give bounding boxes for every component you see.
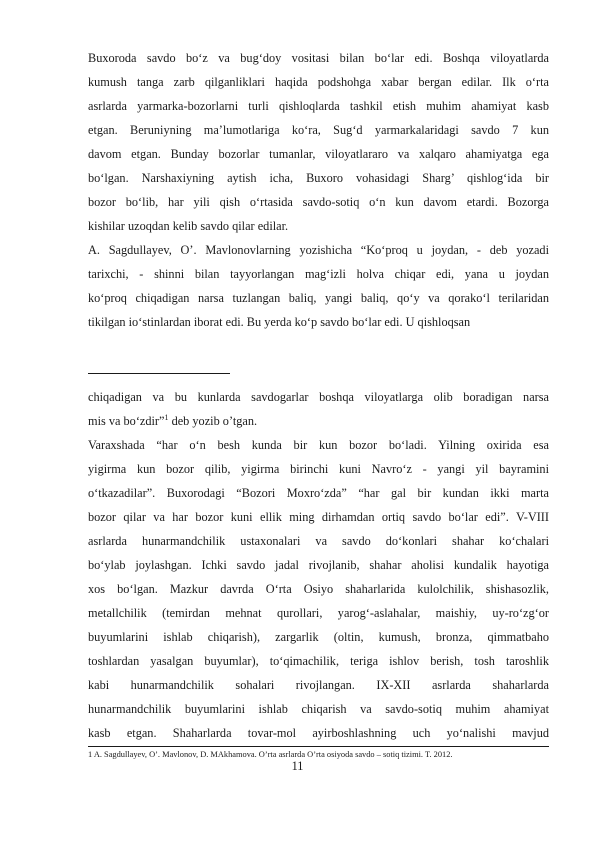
body-line: asrlarda hunarmandchilik ustaxonalari va savdo do‘konlari shahar ko‘chalari <box>88 534 549 548</box>
body-line: xos bo‘lgan. Mazkur davrda O‘rta Osiyo shaharlarida kulolchilik, shishasozlik, <box>88 582 549 596</box>
body-line: Buxoroda savdo bo‘z va bug‘doy vositasi bilan bo‘lar edi. Boshqa viloyatlarda <box>88 51 549 65</box>
footnote-reference: 1 <box>164 412 169 422</box>
body-line: A. Sagdullayev, O’. Mavlonovlarning yozishicha “Ko‘proq u joydan, - deb yozadi <box>88 243 549 257</box>
footnote-separator <box>88 373 230 374</box>
body-line: tikilgan io‘stinlardan iborat edi. Bu yerda ko‘p savdo bo‘lar edi. U qishloqsan <box>88 315 471 329</box>
body-line: buyumlarini ishlab chiqarish), zargarlik (oltin, kumush, bronza, qimmatbaho <box>88 630 549 644</box>
body-line: asrlarda yarmarka-bozorlarni turli qishloqlarda tashkil etish muhim ahamiyat kasb <box>88 99 549 113</box>
body-line: hunarmandchilik buyumlarini ishlab chiqarish va savdo-sotiq muhim ahamiyat <box>88 702 549 716</box>
body-line: kasb etgan. Shaharlarda tovar-mol ayirboshlashning uch yo‘nalishi mavjud <box>88 726 549 740</box>
body-line: kishilar uzoqdan kelib savdo qilar edilar. <box>88 219 289 233</box>
body-line: ko‘proq chiqadigan narsa tuzlangan baliq, yangi baliq, qo‘y va qorako‘l terilaridan <box>88 291 549 305</box>
body-line: etgan. Beruniyning ma’lumotlariga ko‘ra, Sug‘d yarmarkalaridagi savdo 7 kun <box>88 123 549 137</box>
body-line: Varaxshada “har o‘n besh kunda bir kun bozor bo‘ladi. Yilning oxirida esa <box>88 438 549 452</box>
body-line: yigirma kun bozor qilib, yigirma birinchi kuni Navro‘z - yangi yil bayramini <box>88 462 549 476</box>
body-line <box>88 414 549 428</box>
body-line: metallchilik (temirdan mehnat qurollari, yarog‘-aslahalar, maishiy, uy-ro‘zg‘or <box>88 606 549 620</box>
body-line: kumush tanga zarb qilganliklari haqida podshohga xabar bergan edilar. Ilk o‘rta <box>88 75 549 89</box>
page-number: 11 <box>291 759 304 773</box>
body-line: tarixchi, - shinni bilan tayyorlangan mag‘izli holva chiqar edi, yana u joydan <box>88 267 549 281</box>
quote-tail-text: deb yozib o’tgan. <box>168 414 258 428</box>
footnote-rule <box>88 746 549 747</box>
body-line: bozor qilar va har bozor kuni ellik ming dirhamdan ortiq savdo bo‘lar edi”. V-VIII <box>88 510 549 524</box>
body-line: o‘tkazadilar”. Buxorodagi “Bozori Moxro‘zda” “har gal bir kundan ikki marta <box>88 486 549 500</box>
footnote-text: 1 A. Sagdullayev, O’. Mavlonov, D. MAkhamova. O’rta asrlarda O’rta osiyoda savdo – sotiq tizimi. T. 2012. <box>88 750 453 759</box>
body-line: toshlardan yasalgan buyumlar), to‘qimachilik, teriga ishlov berish, tosh taroshlik <box>88 654 549 668</box>
body-line: bozor bo‘lib, har yili qish o‘rtasida savdo-sotiq o‘n kun davom etardi. Bozorga <box>88 195 549 209</box>
quote-end-text: mis va bo‘zdir” <box>88 414 165 428</box>
body-line: bo‘lgan. Narshaxiyning aytish icha, Buxoro vohasidagi Sharg’ qishlog‘ida bir <box>88 171 549 185</box>
body-line: davom etgan. Bunday bozorlar tumanlar, viloyatlararo va xalqaro ahamiyatga ega <box>88 147 549 161</box>
body-line: bo‘ylab joylashgan. Ichki savdo jadal rivojlanib, shahar aholisi kundalik hayotiga <box>88 558 549 572</box>
body-line: kabi hunarmandchilik sohalari rivojlangan. IX-XII asrlarda shaharlarda <box>88 678 549 692</box>
body-line: chiqadigan va bu kunlarda savdogarlar boshqa viloyatlarga olib boradigan narsa <box>88 390 549 404</box>
